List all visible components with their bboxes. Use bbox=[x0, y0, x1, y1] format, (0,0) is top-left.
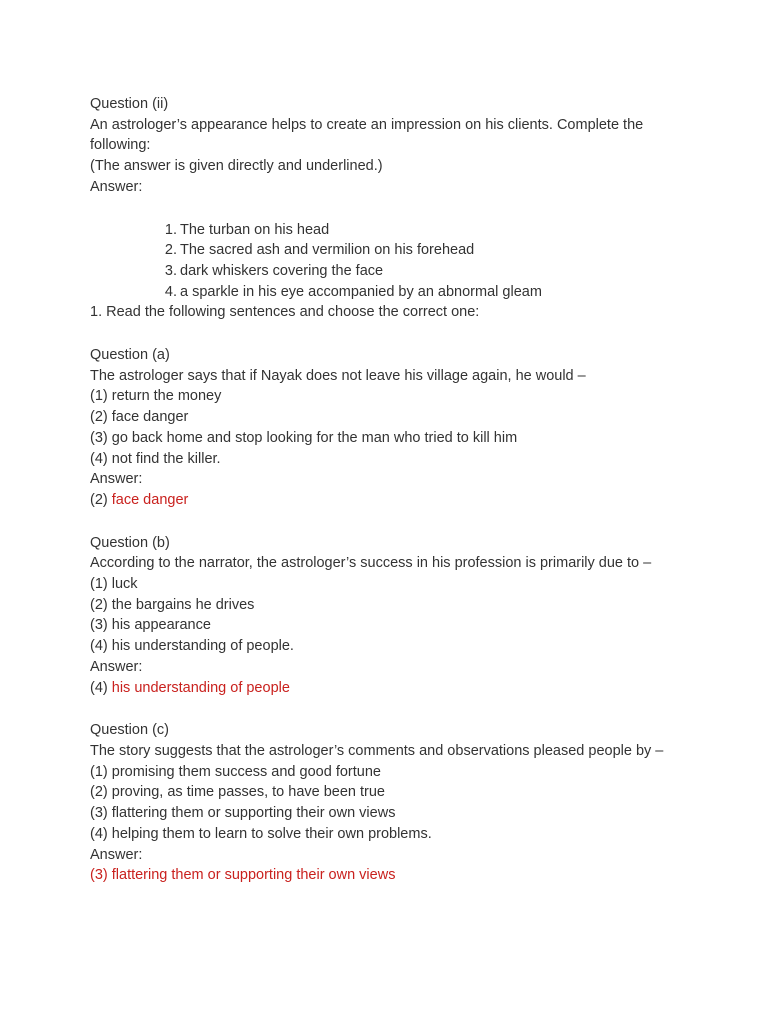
option: (4) not find the killer. bbox=[90, 450, 221, 467]
document-page bbox=[90, 94, 680, 886]
option: (1) luck bbox=[90, 576, 138, 593]
option: (4) helping them to learn to solve their own problems. bbox=[90, 825, 432, 842]
question-b-heading: Question (b) bbox=[90, 534, 170, 551]
option: (3) go back home and stop looking for the man who tried to kill him bbox=[90, 429, 518, 446]
question-a-answer bbox=[90, 490, 680, 511]
question-a-heading: Question (a) bbox=[90, 347, 170, 364]
option: (2) face danger bbox=[90, 409, 189, 426]
question-a-prompt: The astrologer says that if Nayak does not leave his village again, he would – bbox=[90, 367, 586, 384]
question-b-answer bbox=[90, 678, 680, 699]
answer-text: his understanding of people bbox=[111, 679, 290, 696]
list-item: 2. The sacred ash and vermilion on his forehead bbox=[164, 242, 475, 259]
question-c-answer: (3) flattering them or supporting their own views bbox=[90, 867, 396, 884]
answer-text: face danger bbox=[111, 491, 189, 508]
option: (1) promising them success and good fortune bbox=[90, 763, 381, 780]
spacer bbox=[90, 198, 680, 220]
option: (1) return the money bbox=[90, 388, 222, 405]
question-ii-heading: Question (ii) bbox=[90, 96, 169, 112]
question-c-answer-label: Answer: bbox=[90, 846, 143, 863]
section-1-instruction: 1. Read the following sentences and choose the correct one: bbox=[90, 304, 480, 321]
question-b-answer-label: Answer: bbox=[90, 658, 143, 675]
question-ii-answer-list bbox=[90, 220, 680, 303]
option: (4) his understanding of people. bbox=[90, 638, 294, 655]
question-c-heading: Question (c) bbox=[90, 722, 169, 739]
question-b-prompt: According to the narrator, the astrologer’s success in his profession is primarily due to – bbox=[90, 555, 652, 572]
answer-prefix: (4) bbox=[90, 679, 112, 696]
option: (2) the bargains he drives bbox=[90, 596, 255, 613]
option: (2) proving, as time passes, to have been true bbox=[90, 784, 385, 801]
question-ii-answer-label: Answer: bbox=[90, 178, 143, 195]
spacer bbox=[90, 698, 680, 720]
option: (3) flattering them or supporting their own views bbox=[90, 805, 396, 822]
question-c-prompt: The story suggests that the astrologer’s comments and observations pleased people by – bbox=[90, 742, 664, 759]
list-item: 4. a sparkle in his eye accompanied by an abnormal gleam bbox=[164, 283, 542, 300]
spacer bbox=[90, 323, 680, 345]
question-ii-prompt: An astrologer’s appearance helps to create an impression on his clients. Complete the following: bbox=[90, 116, 644, 154]
question-ii-note: (The answer is given directly and underlined.) bbox=[90, 158, 383, 175]
question-a-answer-label: Answer: bbox=[90, 471, 143, 488]
list-item: 3. dark whiskers covering the face bbox=[164, 262, 384, 279]
option: (3) his appearance bbox=[90, 617, 211, 634]
list-item: 1. The turban on his head bbox=[164, 221, 330, 238]
spacer bbox=[90, 511, 680, 533]
answer-prefix: (2) bbox=[90, 491, 112, 508]
